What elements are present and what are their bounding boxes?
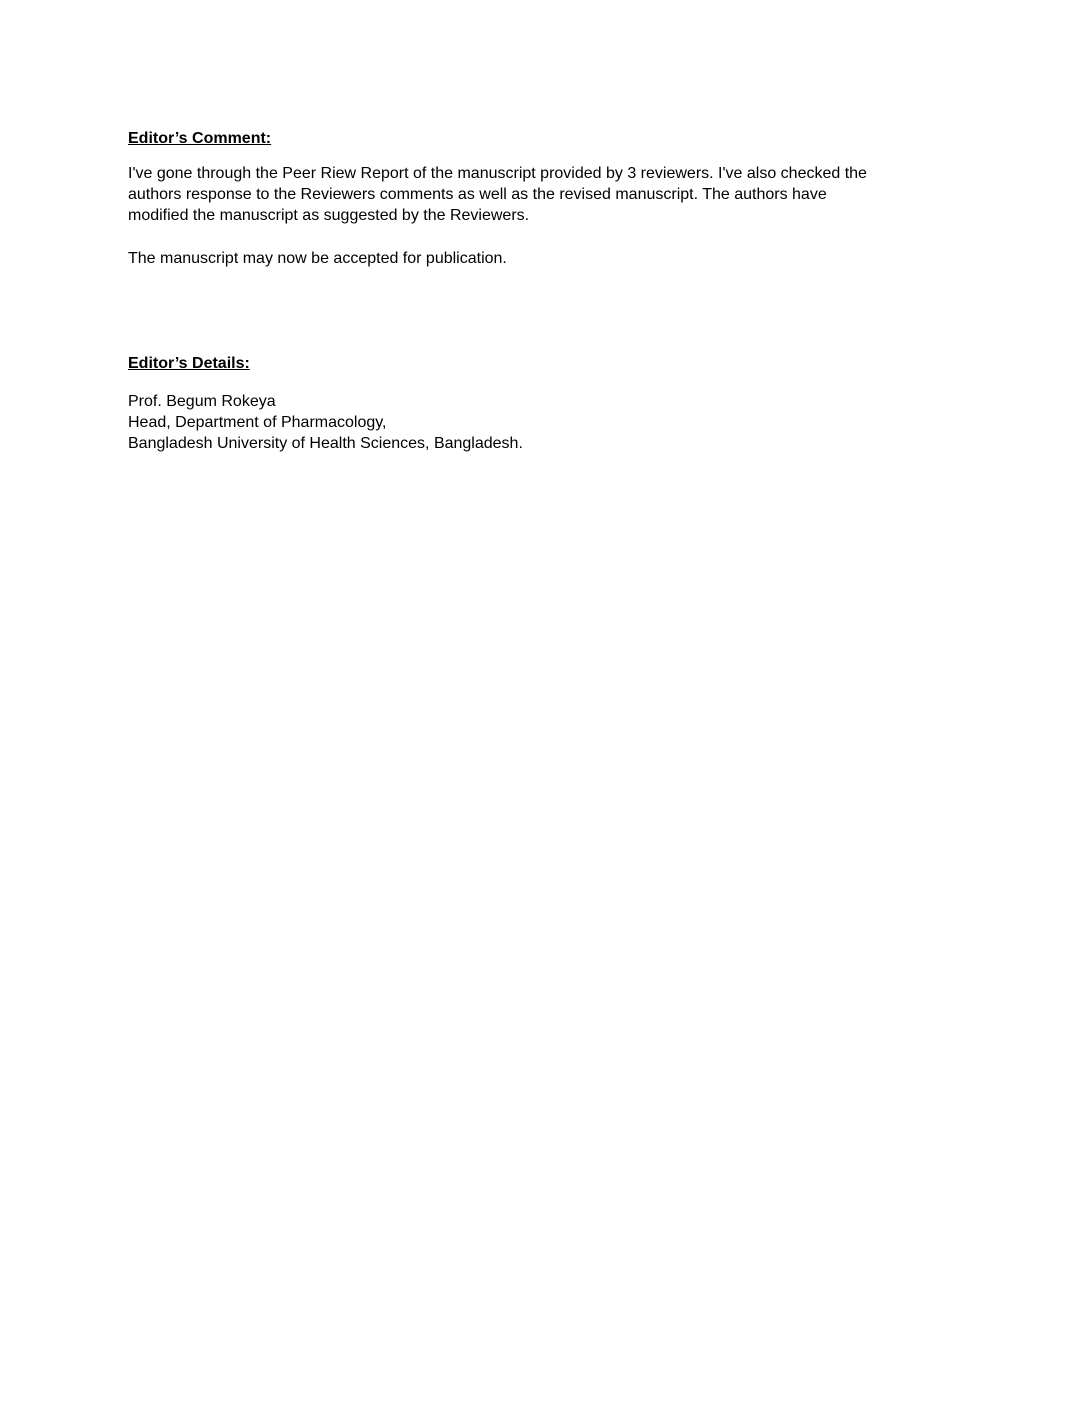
comment-line-3: modified the manuscript as suggested by the Reviewers.: [128, 207, 530, 224]
editors-comment-paragraph: [128, 163, 978, 226]
editor-name: Prof. Begum Rokeya: [128, 393, 276, 410]
acceptance-statement: The manuscript may now be accepted for publication.: [128, 250, 507, 267]
editors-details-heading: Editor’s Details:: [128, 355, 250, 372]
editor-institution: Bangladesh University of Health Sciences, Bangladesh.: [128, 435, 523, 452]
editors-details-block: [128, 391, 978, 454]
comment-line-1: I've gone through the Peer Riew Report of the manuscript provided by 3 reviewers. I've also checked the: [128, 165, 867, 182]
comment-line-2: authors response to the Reviewers comments as well as the revised manuscript. The authors have: [128, 186, 827, 203]
editors-comment-heading: Editor’s Comment:: [128, 130, 272, 147]
editor-position: Head, Department of Pharmacology,: [128, 414, 387, 431]
